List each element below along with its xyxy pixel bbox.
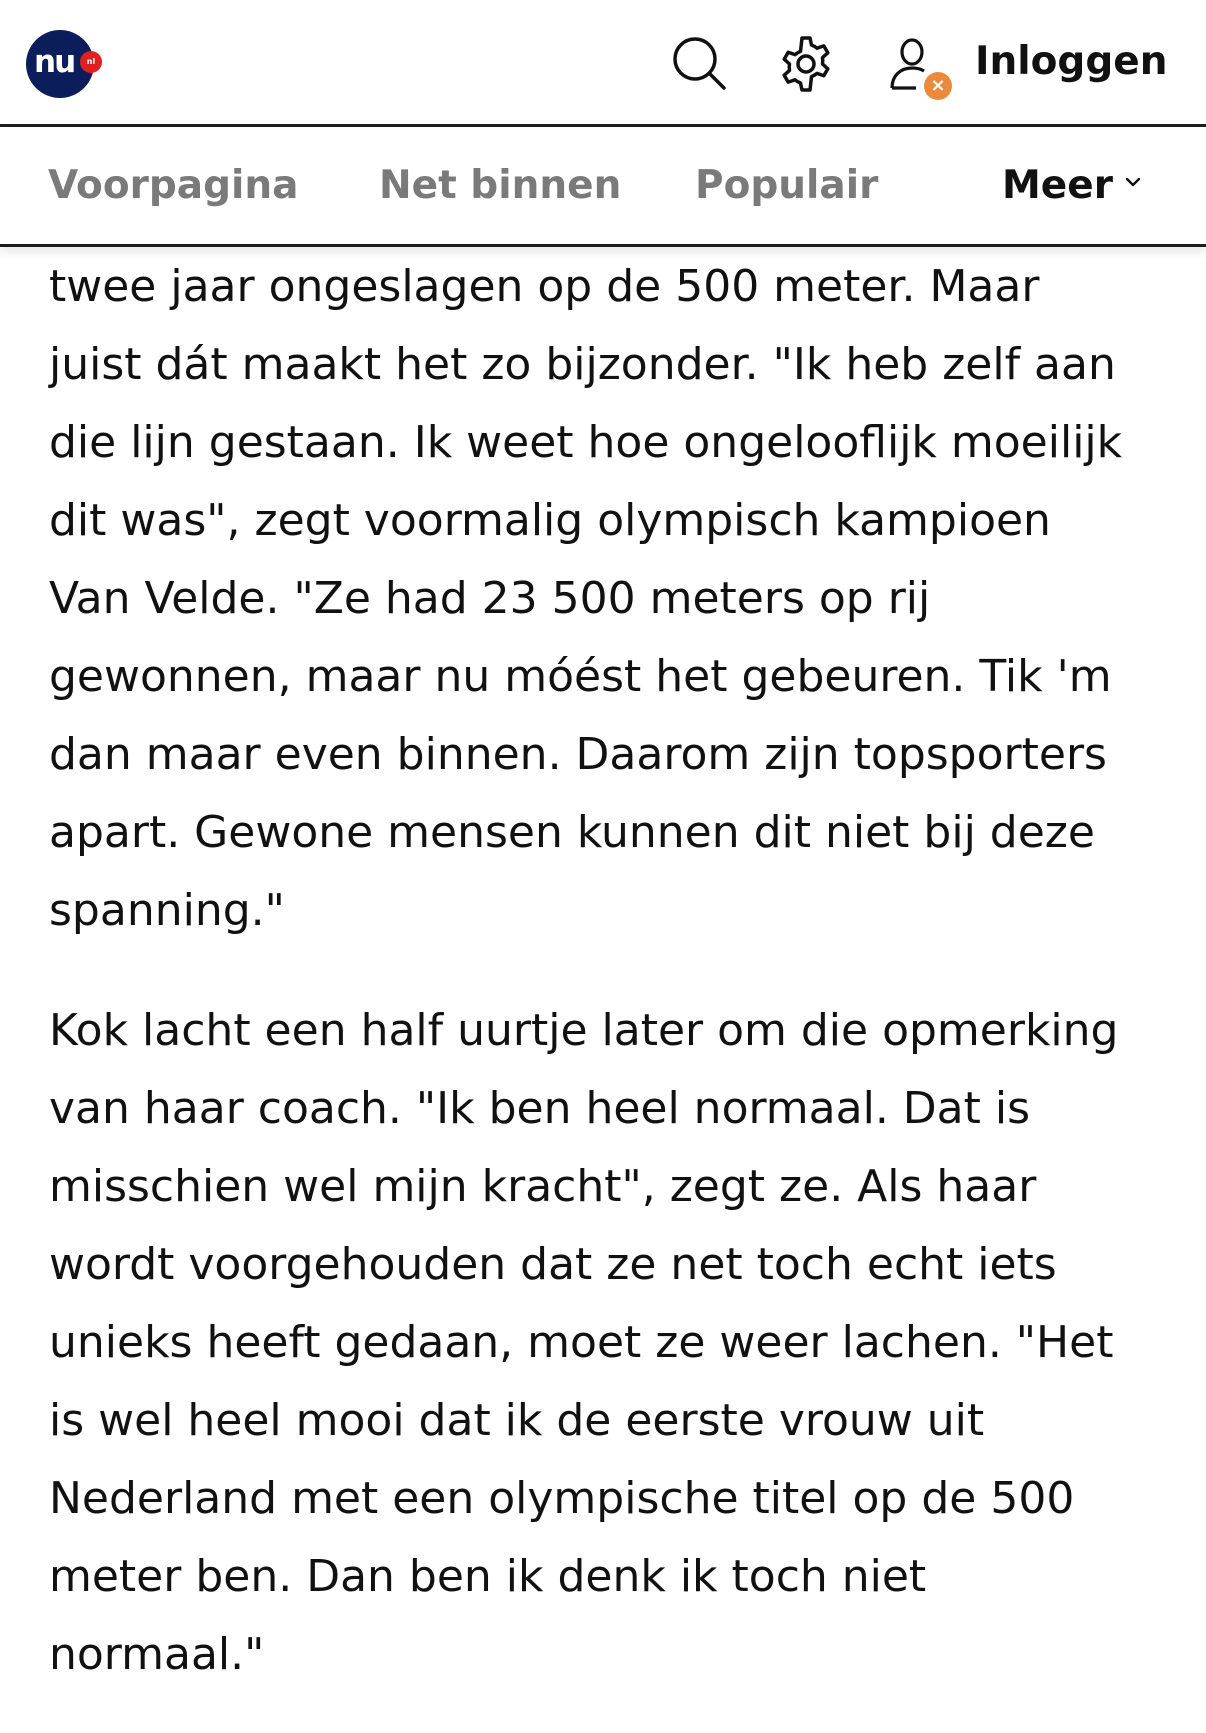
tab-voorpagina[interactable]: Voorpagina [48,163,299,208]
text-line: is wel heel mooi dat ik de eerste vrouw uit [49,1395,985,1446]
logged-out-badge: × [924,72,952,100]
text-line: Nederland met een olympische titel op de 500 [49,1473,1075,1524]
text-line: juist dát maakt het zo bijzonder. "Ik heb zelf aan [49,339,1116,390]
tab-populair[interactable]: Populair [695,163,879,208]
text-line: twee jaar ongeslagen op de 500 meter. Maar [49,261,1040,312]
text-line: van haar coach. "Ik ben heel normaal. Dat is [49,1083,1031,1134]
article-paragraph [49,248,1169,950]
text-line: meter ben. Dan ben ik denk ik toch niet [49,1551,927,1602]
tab-meer-label: Meer [1002,163,1113,208]
text-line: unieks heeft gedaan, moet ze weer lachen. "Het [49,1317,1114,1368]
section-nav [0,127,1206,247]
text-line: misschien wel mijn kracht", zegt ze. Als haar [49,1161,1037,1212]
text-line: Van Velde. "Ze had 23 500 meters op rij [49,573,931,624]
search-icon [668,32,732,96]
article-paragraph [49,992,1169,1694]
tab-meer[interactable] [1002,163,1141,209]
top-header [0,0,1206,127]
article-body [49,248,1169,1694]
text-line: spanning." [49,885,285,936]
text-line: normaal." [49,1629,265,1680]
tab-net-binnen[interactable]: Net binnen [379,163,622,208]
chevron-down-icon [1125,174,1141,190]
text-line: die lijn gestaan. Ik weet hoe ongelooflijk moeilijk [49,417,1123,468]
text-line: wordt voorgehouden dat ze net toch echt iets [49,1239,1057,1290]
logo-nl-badge: nl [80,51,102,73]
search-button[interactable] [668,32,732,96]
login-link[interactable]: Inloggen [975,39,1168,84]
account-button[interactable] [882,32,946,96]
text-line: gewonnen, maar nu móést het gebeuren. Tik 'm [49,651,1112,702]
text-line: Kok lacht een half uurtje later om die opmerking [49,1005,1119,1056]
text-line: dit was", zegt voormalig olympisch kampioen [49,495,1051,546]
text-line: apart. Gewone mensen kunnen dit niet bij deze [49,807,1095,858]
settings-button[interactable] [774,32,838,96]
text-line: dan maar even binnen. Daarom zijn topsporters [49,729,1107,780]
gear-icon [774,32,838,96]
logo-text: nu [34,44,75,80]
